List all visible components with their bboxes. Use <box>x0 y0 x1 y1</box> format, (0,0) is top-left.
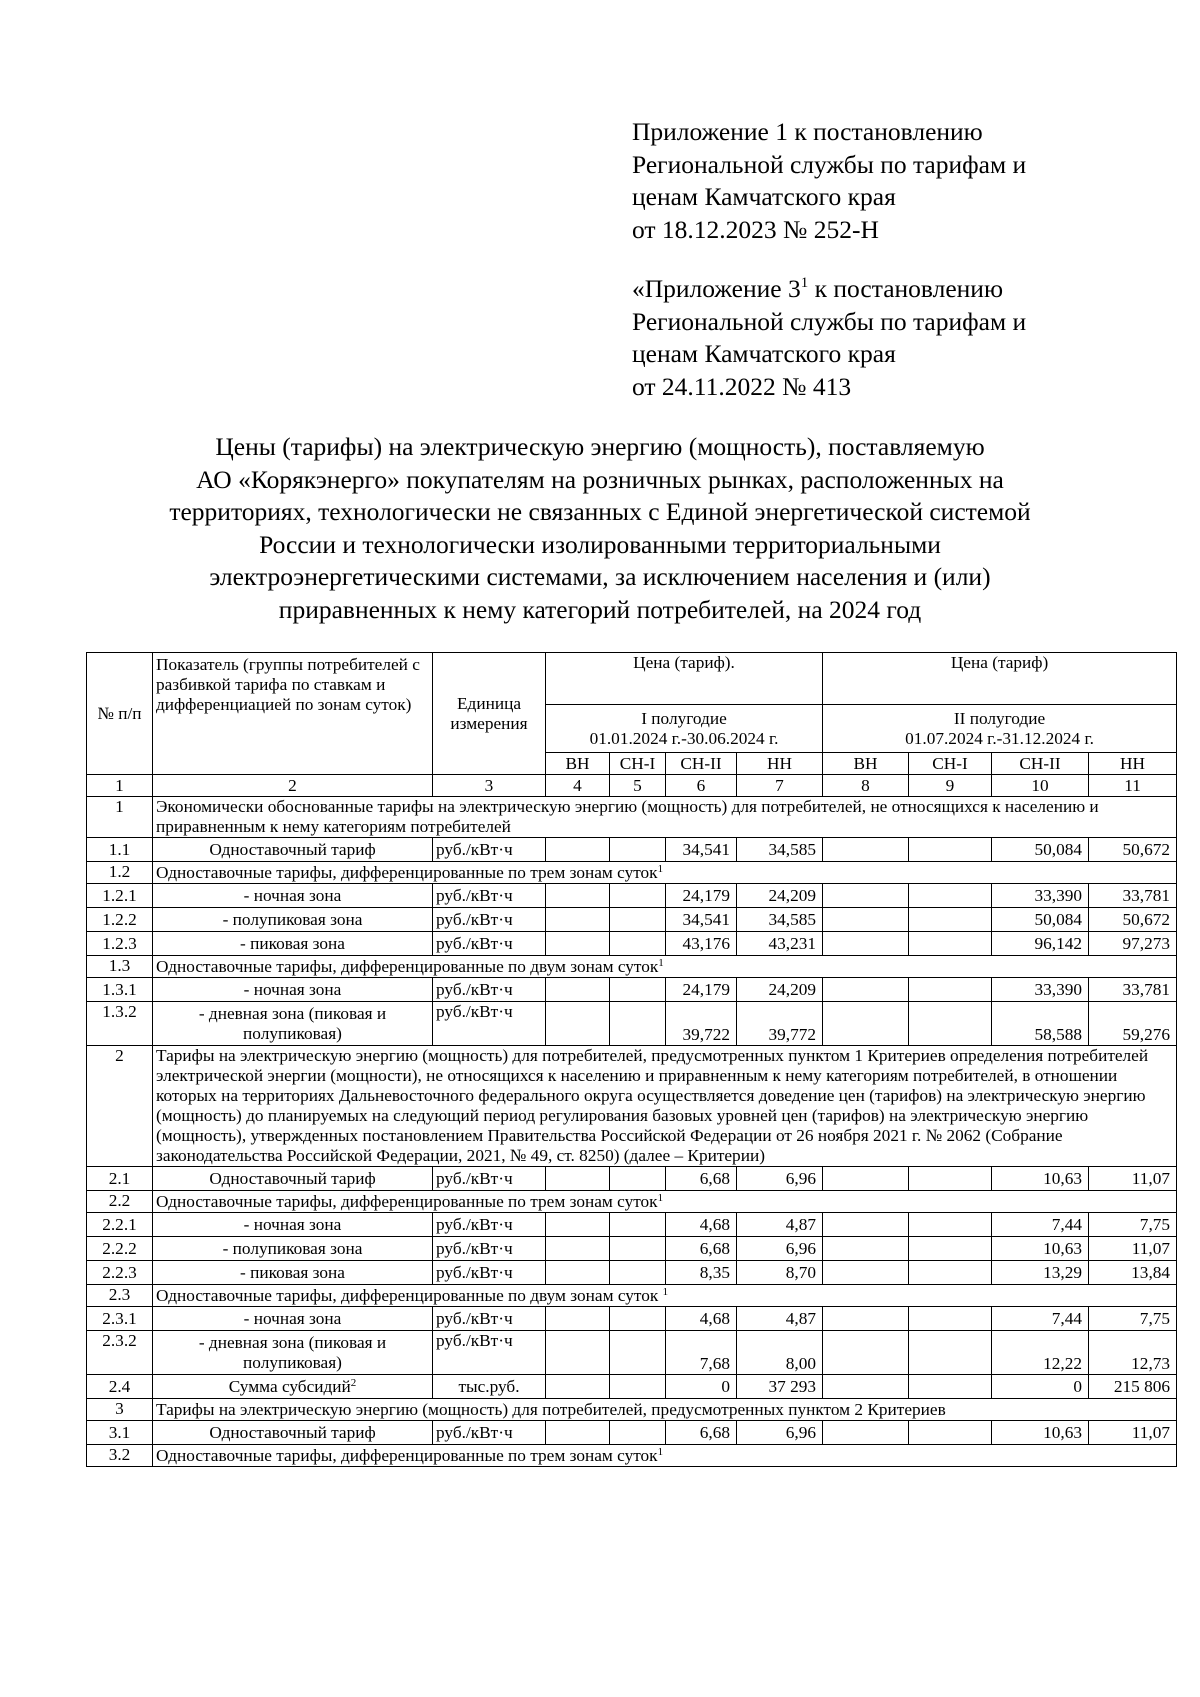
appendix-3-1-line: Региональной службы по тарифам и <box>632 306 1027 336</box>
tariff-value: 34,541 <box>666 838 737 862</box>
section-row <box>87 956 1177 978</box>
title-line: приравненных к нему категорий потребителей, на 2024 год <box>278 594 922 624</box>
indicator-text: - ночная зона <box>243 885 342 905</box>
header-voltage-level: НН <box>737 753 823 775</box>
row-number: 1.3.2 <box>87 1002 153 1046</box>
section-text: Одноставочные тарифы, дифференцированные по двум зонам суток <box>156 956 659 976</box>
tariff-value: 39,722 <box>666 1002 737 1046</box>
section-title <box>153 1285 1177 1307</box>
tariff-value: 8,35 <box>666 1261 737 1285</box>
tariff-value: 6,96 <box>737 1237 823 1261</box>
indicator-name <box>153 932 433 956</box>
table-row <box>87 1237 1177 1261</box>
title-line: Цены (тарифы) на электрическую энергию (мощность), поставляемую <box>215 432 985 461</box>
tariff-value <box>823 908 909 932</box>
tariff-value <box>610 908 666 932</box>
tariff-value <box>546 884 610 908</box>
header-voltage-level: СН-II <box>992 753 1089 775</box>
tariff-value <box>909 1375 992 1399</box>
tariff-value: 6,68 <box>666 1167 737 1191</box>
half-1-dates: 01.01.2024 г.-30.06.2024 г. <box>589 728 779 748</box>
table-row <box>87 1213 1177 1237</box>
tariff-value <box>909 908 992 932</box>
section-text: Тарифы на электрическую энергию (мощность) для потребителей, предусмотренных пунктом 1 Критериев определения потребителей электрической энергии (мощности), не относящихся к населению и приравненным к нему категориям потребителей, в отношении которых на территориях Дальневосточного федерального округа осуществляется доведение цен (тарифов) на электрическую энергию (мощность) до планируемых на следующий период регулирования базовых уровней цен (тарифов) на электрическую энергию (мощность), утвержденных постановлением Правительства Российской Федерации от 26 ноября 2021 г. № 2062 (Собрание законодательства Российской Федерации, 2021, № 49, ст. 8250) (далее – Критерии) <box>156 1046 1149 1165</box>
row-number: 2.3 <box>87 1285 153 1307</box>
section-row <box>87 797 1177 838</box>
row-number: 1.2.2 <box>87 908 153 932</box>
tariff-value <box>823 1331 909 1375</box>
tariff-value <box>610 1375 666 1399</box>
row-number: 2.2.2 <box>87 1237 153 1261</box>
table-row <box>87 1167 1177 1191</box>
tariff-value <box>823 1307 909 1331</box>
section-row <box>87 1191 1177 1213</box>
row-number: 1 <box>87 797 153 838</box>
tariff-value: 6,96 <box>737 1421 823 1445</box>
row-number: 2.3.1 <box>87 1307 153 1331</box>
title-line: электроэнергетическими системами, за исключением населения и (или) <box>209 562 991 591</box>
tariff-value <box>909 1331 992 1375</box>
table-row <box>87 1002 1177 1046</box>
section-title <box>153 956 1177 978</box>
indicator-text: - пиковая зона <box>240 933 345 953</box>
tariff-value: 13,29 <box>992 1261 1089 1285</box>
table-row <box>87 1421 1177 1445</box>
appendix-3-1-line: ценам Камчатского края <box>632 339 896 368</box>
indicator-text: - дневная зона (пиковая и полупиковая) <box>198 1332 387 1372</box>
indicator-name <box>153 1167 433 1191</box>
header-column-number: 1 <box>87 775 153 797</box>
tariff-value <box>909 1167 992 1191</box>
tariff-value <box>909 884 992 908</box>
tariff-value <box>546 1213 610 1237</box>
tariff-value <box>546 1331 610 1375</box>
section-title <box>153 797 1177 838</box>
indicator-name <box>153 1375 433 1399</box>
row-number: 2.2.3 <box>87 1261 153 1285</box>
tariff-value <box>823 1167 909 1191</box>
header-half-1 <box>546 705 823 753</box>
unit-cell: руб./кВт·ч <box>433 1002 546 1046</box>
section-row <box>87 1445 1177 1467</box>
tariff-value: 10,63 <box>992 1237 1089 1261</box>
tariff-value <box>909 1002 992 1046</box>
tariff-value: 34,585 <box>737 908 823 932</box>
row-number: 1.2.1 <box>87 884 153 908</box>
tariff-value: 24,179 <box>666 884 737 908</box>
tariff-value <box>823 1421 909 1445</box>
tariff-value <box>546 1167 610 1191</box>
tariff-value <box>909 978 992 1002</box>
tariff-value: 4,87 <box>737 1213 823 1237</box>
appendix-1-line: ценам Камчатского края <box>632 182 896 211</box>
row-number: 3 <box>87 1399 153 1421</box>
tariff-value <box>823 1375 909 1399</box>
tariff-value: 34,585 <box>737 838 823 862</box>
tariff-value: 50,672 <box>1089 838 1177 862</box>
appendix-1-block <box>632 116 1152 246</box>
tariff-value: 43,176 <box>666 932 737 956</box>
tariff-value: 50,084 <box>992 908 1089 932</box>
indicator-name <box>153 1331 433 1375</box>
indicator-name <box>153 884 433 908</box>
indicator-name <box>153 1421 433 1445</box>
indicator-text: - полупиковая зона <box>222 909 363 929</box>
tariff-value <box>610 1331 666 1375</box>
table-row <box>87 1375 1177 1399</box>
indicator-text: - пиковая зона <box>240 1262 345 1282</box>
tariff-value: 4,87 <box>737 1307 823 1331</box>
appendix-3-1-line: от 24.11.2022 № 413 <box>632 371 852 401</box>
footnote-mark: 1 <box>657 1191 664 1204</box>
unit-cell: руб./кВт·ч <box>433 1307 546 1331</box>
tariff-value: 37 293 <box>737 1375 823 1399</box>
unit-cell: руб./кВт·ч <box>433 1261 546 1285</box>
tariff-value: 97,273 <box>1089 932 1177 956</box>
section-title <box>153 1046 1177 1167</box>
tariff-value <box>546 1261 610 1285</box>
row-number: 2.1 <box>87 1167 153 1191</box>
tariff-value: 24,179 <box>666 978 737 1002</box>
tariff-value <box>823 1261 909 1285</box>
tariff-value <box>610 1307 666 1331</box>
tariff-value <box>610 1261 666 1285</box>
tariff-value <box>610 932 666 956</box>
tariff-value: 13,84 <box>1089 1261 1177 1285</box>
tariff-value <box>610 978 666 1002</box>
unit-cell: руб./кВт·ч <box>433 838 546 862</box>
tariff-value: 0 <box>666 1375 737 1399</box>
header-half-2 <box>823 705 1177 753</box>
table-row <box>87 1307 1177 1331</box>
header-unit: Единица измерения <box>433 653 546 775</box>
indicator-name <box>153 1307 433 1331</box>
tariff-value: 33,781 <box>1089 978 1177 1002</box>
tariff-value: 8,70 <box>737 1261 823 1285</box>
tariff-value <box>546 978 610 1002</box>
header-column-number: 8 <box>823 775 909 797</box>
section-row <box>87 1046 1177 1167</box>
tariff-value: 7,75 <box>1089 1213 1177 1237</box>
indicator-name <box>153 1237 433 1261</box>
appendix-1-line: Региональной службы по тарифам и <box>632 149 1027 179</box>
tariff-value <box>610 1167 666 1191</box>
header-voltage-level: ВН <box>823 753 909 775</box>
indicator-text: - ночная зона <box>243 979 342 999</box>
section-text: Тарифы на электрическую энергию (мощность) для потребителей, предусмотренных пунктом 2 Критериев <box>156 1399 946 1419</box>
tariff-value <box>610 1237 666 1261</box>
unit-cell: руб./кВт·ч <box>433 1421 546 1445</box>
unit-cell: руб./кВт·ч <box>433 1237 546 1261</box>
tariff-value: 12,73 <box>1089 1331 1177 1375</box>
indicator-name <box>153 838 433 862</box>
title-line: территориях, технологически не связанных с Единой энергетической системой <box>169 497 1031 526</box>
section-title <box>153 1445 1177 1467</box>
table-row <box>87 1331 1177 1375</box>
tariff-value: 33,781 <box>1089 884 1177 908</box>
indicator-text: Сумма субсидий <box>228 1376 351 1396</box>
indicator-text: - ночная зона <box>243 1308 342 1328</box>
half-2-dates: 01.07.2024 г.-31.12.2024 г. <box>905 728 1094 748</box>
header-voltage-level: НН <box>1089 753 1177 775</box>
tariff-value: 50,084 <box>992 838 1089 862</box>
unit-cell: руб./кВт·ч <box>433 884 546 908</box>
indicator-name <box>153 908 433 932</box>
footnote-mark: 1 <box>657 1445 664 1458</box>
tariff-value: 11,07 <box>1089 1421 1177 1445</box>
tariff-table <box>86 652 1177 1467</box>
tariff-value <box>909 1261 992 1285</box>
footnote-mark: 1 <box>657 862 664 875</box>
appendix-3-1-line <box>632 273 1152 306</box>
appendix-1-line: от 18.12.2023 № 252-Н <box>632 214 879 244</box>
tariff-value: 58,588 <box>992 1002 1089 1046</box>
header-column-number: 10 <box>992 775 1089 797</box>
indicator-name <box>153 978 433 1002</box>
tariff-value: 10,63 <box>992 1421 1089 1445</box>
section-text: Одноставочные тарифы, дифференцированные по трем зонам суток <box>156 1191 658 1211</box>
tariff-value: 34,541 <box>666 908 737 932</box>
header-column-number: 5 <box>610 775 666 797</box>
header-voltage-level: СН-II <box>666 753 737 775</box>
tariff-value <box>546 1002 610 1046</box>
half-1-label: I полугодие <box>641 708 727 728</box>
table-row <box>87 908 1177 932</box>
tariff-value <box>823 884 909 908</box>
indicator-text: Одноставочный тариф <box>209 839 376 859</box>
header-price-h2: Цена (тариф) <box>823 653 1177 705</box>
row-number: 3.2 <box>87 1445 153 1467</box>
footnote-mark: 1 <box>662 1285 669 1298</box>
row-number: 2.3.2 <box>87 1331 153 1375</box>
unit-cell: руб./кВт·ч <box>433 1213 546 1237</box>
tariff-value <box>610 838 666 862</box>
indicator-name <box>153 1002 433 1046</box>
tariff-value: 24,209 <box>737 884 823 908</box>
indicator-text: Одноставочный тариф <box>209 1422 376 1442</box>
header-num: № п/п <box>87 653 153 775</box>
tariff-value <box>546 1237 610 1261</box>
tariff-value: 7,44 <box>992 1307 1089 1331</box>
header-column-number: 3 <box>433 775 546 797</box>
header-column-number: 9 <box>909 775 992 797</box>
indicator-text: - полупиковая зона <box>222 1238 363 1258</box>
header-column-number: 6 <box>666 775 737 797</box>
section-title <box>153 1399 1177 1421</box>
tariff-value <box>546 1375 610 1399</box>
title-line: АО «Корякэнерго» покупателям на розничных рынках, расположенных на <box>196 464 1004 494</box>
tariff-value <box>823 932 909 956</box>
header-indicator: Показатель (группы потребителей с разбивкой тарифа по ставкам и дифференциацией по зонам суток) <box>153 653 433 775</box>
tariff-value: 7,68 <box>666 1331 737 1375</box>
tariff-value <box>823 1002 909 1046</box>
tariff-value <box>610 1421 666 1445</box>
tariff-value <box>546 908 610 932</box>
tariff-value <box>909 838 992 862</box>
header-column-number: 4 <box>546 775 610 797</box>
header-voltage-level: ВН <box>546 753 610 775</box>
tariff-value <box>823 1213 909 1237</box>
tariff-value: 6,96 <box>737 1167 823 1191</box>
tariff-value: 96,142 <box>992 932 1089 956</box>
section-row <box>87 862 1177 884</box>
section-text: Экономически обоснованные тарифы на электрическую энергию (мощность) для потребителей, не относящихся к населению и приравненным к нему категориям потребителей <box>156 797 1099 836</box>
tariff-value: 33,390 <box>992 978 1089 1002</box>
header-column-number: 11 <box>1089 775 1177 797</box>
tariff-value <box>823 838 909 862</box>
tariff-value: 0 <box>992 1375 1089 1399</box>
unit-cell: руб./кВт·ч <box>433 1167 546 1191</box>
row-number: 1.3 <box>87 956 153 978</box>
tariff-value <box>823 978 909 1002</box>
row-number: 2.2.1 <box>87 1213 153 1237</box>
section-text: Одноставочные тарифы, дифференцированные по трем зонам суток <box>156 862 658 882</box>
appendix-3-1-suffix: к постановлению <box>808 274 1003 303</box>
unit-cell: руб./кВт·ч <box>433 978 546 1002</box>
table-row <box>87 884 1177 908</box>
unit-cell: руб./кВт·ч <box>433 932 546 956</box>
tariff-value: 4,68 <box>666 1213 737 1237</box>
tariff-value <box>546 932 610 956</box>
tariff-value <box>909 1307 992 1331</box>
header-column-number: 7 <box>737 775 823 797</box>
section-text: Одноставочные тарифы, дифференцированные по трем зонам суток <box>156 1445 658 1465</box>
tariff-value: 33,390 <box>992 884 1089 908</box>
row-number: 1.2.3 <box>87 932 153 956</box>
header-column-number: 2 <box>153 775 433 797</box>
indicator-name <box>153 1213 433 1237</box>
header-voltage-level: СН-I <box>909 753 992 775</box>
tariff-value <box>610 884 666 908</box>
appendix-3-1-block <box>632 273 1152 403</box>
indicator-name <box>153 1261 433 1285</box>
row-number: 1.1 <box>87 838 153 862</box>
tariff-value: 24,209 <box>737 978 823 1002</box>
footnote-mark: 2 <box>350 1376 357 1389</box>
row-number: 1.2 <box>87 862 153 884</box>
row-number: 2 <box>87 1046 153 1167</box>
section-title <box>153 862 1177 884</box>
tariff-value: 59,276 <box>1089 1002 1177 1046</box>
tariff-value <box>909 1213 992 1237</box>
half-2-label: II полугодие <box>953 708 1046 728</box>
row-number: 2.4 <box>87 1375 153 1399</box>
tariff-value: 11,07 <box>1089 1167 1177 1191</box>
header-voltage-level: СН-I <box>610 753 666 775</box>
appendix-3-1-superscript: 1 <box>800 275 809 291</box>
document-title <box>100 431 1100 626</box>
tariff-value: 7,75 <box>1089 1307 1177 1331</box>
tariff-value <box>909 1421 992 1445</box>
indicator-text: Одноставочный тариф <box>209 1168 376 1188</box>
row-number: 1.3.1 <box>87 978 153 1002</box>
tariff-value: 6,68 <box>666 1237 737 1261</box>
tariff-value: 4,68 <box>666 1307 737 1331</box>
appendix-1-line: Приложение 1 к постановлению <box>632 117 983 146</box>
tariff-value: 11,07 <box>1089 1237 1177 1261</box>
tariff-value <box>909 1237 992 1261</box>
indicator-text: - ночная зона <box>243 1214 342 1234</box>
tariff-value: 8,00 <box>737 1331 823 1375</box>
row-number: 2.2 <box>87 1191 153 1213</box>
unit-cell: тыс.руб. <box>433 1375 546 1399</box>
tariff-value <box>610 1002 666 1046</box>
tariff-value <box>546 1307 610 1331</box>
tariff-value <box>909 932 992 956</box>
section-text: Одноставочные тарифы, дифференцированные по двум зонам суток <box>156 1285 663 1305</box>
unit-cell: руб./кВт·ч <box>433 908 546 932</box>
tariff-value: 6,68 <box>666 1421 737 1445</box>
tariff-value: 10,63 <box>992 1167 1089 1191</box>
table-row <box>87 1261 1177 1285</box>
indicator-text: - дневная зона (пиковая и полупиковая) <box>198 1003 387 1043</box>
footnote-mark: 1 <box>658 956 664 969</box>
section-row <box>87 1285 1177 1307</box>
tariff-value: 12,22 <box>992 1331 1089 1375</box>
tariff-value: 39,772 <box>737 1002 823 1046</box>
tariff-value <box>546 1421 610 1445</box>
table-row <box>87 978 1177 1002</box>
tariff-value: 50,672 <box>1089 908 1177 932</box>
tariff-value <box>823 1237 909 1261</box>
header-price-h1: Цена (тариф). <box>546 653 823 705</box>
tariff-value <box>610 1213 666 1237</box>
table-row <box>87 838 1177 862</box>
title-line: России и технологически изолированными территориальными <box>259 529 941 559</box>
unit-cell: руб./кВт·ч <box>433 1331 546 1375</box>
appendix-3-1-prefix: «Приложение 3 <box>632 274 801 303</box>
tariff-value: 215 806 <box>1089 1375 1177 1399</box>
tariff-value <box>546 838 610 862</box>
tariff-value: 43,231 <box>737 932 823 956</box>
tariff-value: 7,44 <box>992 1213 1089 1237</box>
section-title <box>153 1191 1177 1213</box>
table-row <box>87 932 1177 956</box>
row-number: 3.1 <box>87 1421 153 1445</box>
section-row <box>87 1399 1177 1421</box>
